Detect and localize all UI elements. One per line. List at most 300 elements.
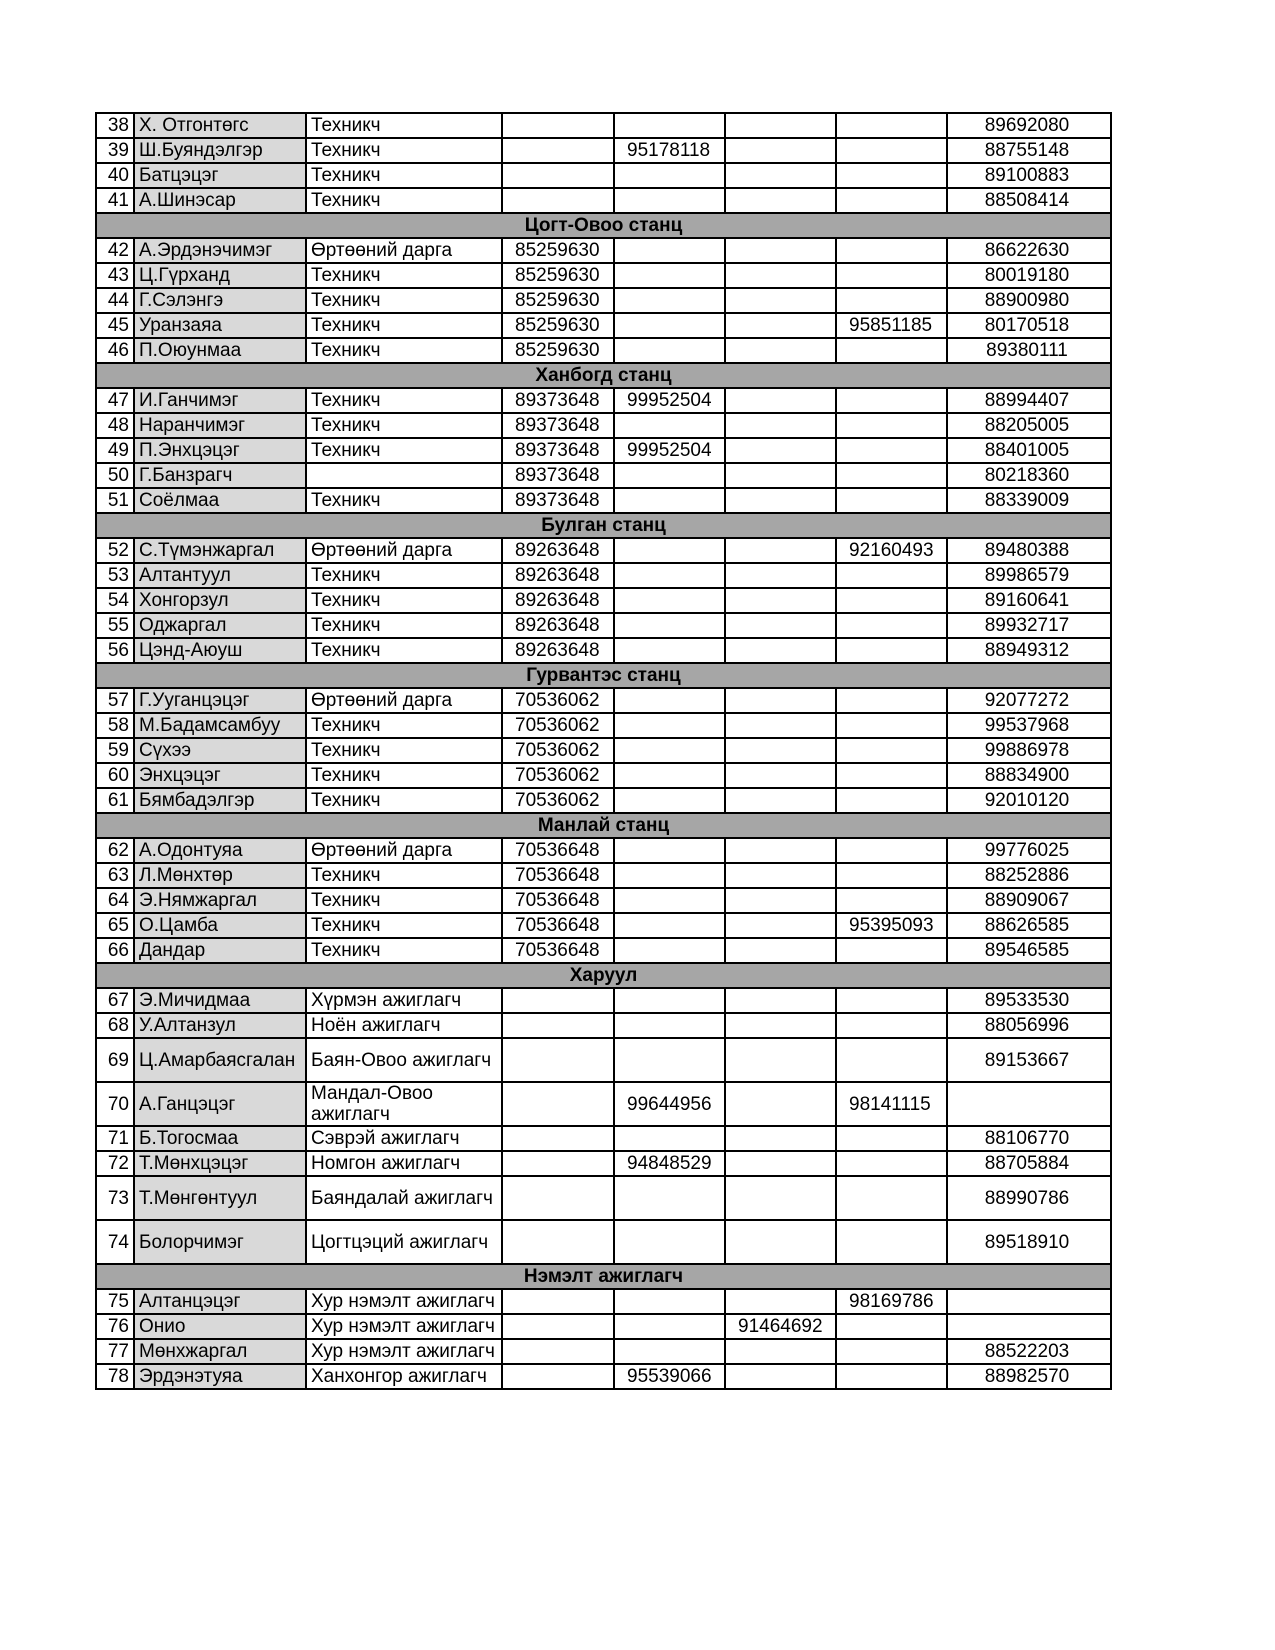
position-cell: Техникч — [306, 338, 502, 363]
position-cell: Өртөөний дарга — [306, 538, 502, 563]
position-cell: Техникч — [306, 388, 502, 413]
phone-mobile-1-cell — [614, 888, 725, 913]
phone-mobile-2-cell — [725, 613, 836, 638]
person-name-cell: Х. Отгонтөгс — [134, 113, 306, 138]
phone-mobile-1-cell — [614, 1126, 725, 1151]
phone-mobile-3-cell — [836, 338, 947, 363]
position-cell: Ханхонгор ажиглагч — [306, 1364, 502, 1389]
row-number-cell: 67 — [96, 988, 134, 1013]
person-name-cell: Хонгорзул — [134, 588, 306, 613]
phone-mobile-1-cell — [614, 613, 725, 638]
phone-mobile-main-cell: 88106770 — [947, 1126, 1111, 1151]
phone-mobile-main-cell: 92077272 — [947, 688, 1111, 713]
phone-mobile-1-cell — [614, 1339, 725, 1364]
person-name-cell: Т.Мөнхцэцэг — [134, 1151, 306, 1176]
position-cell: Хур нэмэлт ажиглагч — [306, 1289, 502, 1314]
phone-mobile-1-cell — [614, 188, 725, 213]
row-number-cell: 42 — [96, 238, 134, 263]
phone-mobile-3-cell — [836, 713, 947, 738]
phone-mobile-1-cell: 95178118 — [614, 138, 725, 163]
phone-office-cell: 70536062 — [502, 688, 614, 713]
row-number-cell: 58 — [96, 713, 134, 738]
table-row — [96, 713, 1111, 738]
phone-mobile-1-cell — [614, 263, 725, 288]
table-row — [96, 1013, 1111, 1038]
phone-office-cell — [502, 1339, 614, 1364]
phone-mobile-main-cell: 88401005 — [947, 438, 1111, 463]
table-row — [96, 863, 1111, 888]
phone-mobile-2-cell — [725, 188, 836, 213]
phone-office-cell: 89373648 — [502, 463, 614, 488]
person-name-cell: Мөнхжаргал — [134, 1339, 306, 1364]
row-number-cell: 44 — [96, 288, 134, 313]
position-cell: Техникч — [306, 288, 502, 313]
phone-mobile-1-cell — [614, 763, 725, 788]
phone-mobile-main-cell: 89533530 — [947, 988, 1111, 1013]
phone-office-cell: 70536062 — [502, 788, 614, 813]
position-cell: Техникч — [306, 588, 502, 613]
phone-mobile-main-cell: 88994407 — [947, 388, 1111, 413]
table-row — [96, 1082, 1111, 1126]
phone-mobile-main-cell: 89692080 — [947, 113, 1111, 138]
phone-mobile-1-cell — [614, 563, 725, 588]
table-row — [96, 938, 1111, 963]
phone-mobile-2-cell — [725, 888, 836, 913]
phone-office-cell: 70536648 — [502, 913, 614, 938]
table-row — [96, 138, 1111, 163]
position-cell: Техникч — [306, 438, 502, 463]
person-name-cell: О.Цамба — [134, 913, 306, 938]
phone-office-cell — [502, 1013, 614, 1038]
phone-mobile-1-cell — [614, 163, 725, 188]
phone-office-cell: 89263648 — [502, 588, 614, 613]
table-row — [96, 388, 1111, 413]
person-name-cell: Энхцэцэг — [134, 763, 306, 788]
phone-mobile-2-cell — [725, 738, 836, 763]
position-cell: Мандал-Овоо ажиглагч — [306, 1082, 502, 1126]
table-row — [96, 613, 1111, 638]
phone-mobile-2-cell — [725, 1176, 836, 1220]
phone-mobile-3-cell — [836, 1339, 947, 1364]
phone-mobile-2-cell — [725, 263, 836, 288]
person-name-cell: Бямбадэлгэр — [134, 788, 306, 813]
phone-office-cell: 85259630 — [502, 263, 614, 288]
phone-mobile-1-cell — [614, 463, 725, 488]
table-row — [96, 838, 1111, 863]
table-row — [96, 488, 1111, 513]
position-cell: Цогтцэций ажиглагч — [306, 1220, 502, 1264]
phone-mobile-3-cell — [836, 188, 947, 213]
phone-mobile-main-cell: 86622630 — [947, 238, 1111, 263]
table-row — [96, 1364, 1111, 1389]
phone-mobile-2-cell — [725, 563, 836, 588]
row-number-cell: 69 — [96, 1038, 134, 1082]
phone-office-cell: 89263648 — [502, 613, 614, 638]
phone-mobile-main-cell: 89380111 — [947, 338, 1111, 363]
phone-mobile-2-cell — [725, 988, 836, 1013]
row-number-cell: 74 — [96, 1220, 134, 1264]
phone-mobile-main-cell: 80218360 — [947, 463, 1111, 488]
phone-office-cell: 89373648 — [502, 488, 614, 513]
row-number-cell: 45 — [96, 313, 134, 338]
person-name-cell: Т.Мөнгөнтуул — [134, 1176, 306, 1220]
phone-mobile-3-cell — [836, 488, 947, 513]
position-cell: Техникч — [306, 413, 502, 438]
phone-mobile-2-cell — [725, 413, 836, 438]
phone-mobile-1-cell: 99952504 — [614, 388, 725, 413]
person-name-cell: Б.Тогосмаа — [134, 1126, 306, 1151]
phone-office-cell — [502, 1289, 614, 1314]
person-name-cell: У.Алтанзул — [134, 1013, 306, 1038]
phone-mobile-main-cell: 88834900 — [947, 763, 1111, 788]
phone-office-cell — [502, 988, 614, 1013]
row-number-cell: 49 — [96, 438, 134, 463]
phone-mobile-main-cell: 88522203 — [947, 1339, 1111, 1364]
phone-mobile-3-cell — [836, 288, 947, 313]
phone-mobile-2-cell — [725, 163, 836, 188]
table-row — [96, 263, 1111, 288]
person-name-cell: М.Бадамсамбуу — [134, 713, 306, 738]
phone-office-cell: 70536062 — [502, 738, 614, 763]
phone-mobile-3-cell — [836, 1126, 947, 1151]
phone-mobile-3-cell — [836, 163, 947, 188]
phone-office-cell: 70536648 — [502, 938, 614, 963]
phone-mobile-main-cell: 88900980 — [947, 288, 1111, 313]
table-row — [96, 113, 1111, 138]
row-number-cell: 47 — [96, 388, 134, 413]
phone-mobile-2-cell — [725, 863, 836, 888]
phone-mobile-2-cell — [725, 388, 836, 413]
table-row — [96, 888, 1111, 913]
row-number-cell: 48 — [96, 413, 134, 438]
phone-mobile-1-cell — [614, 913, 725, 938]
section-header-row — [96, 663, 1111, 688]
section-header-row — [96, 513, 1111, 538]
row-number-cell: 66 — [96, 938, 134, 963]
phone-mobile-3-cell: 98169786 — [836, 1289, 947, 1314]
section-header-row — [96, 363, 1111, 388]
person-name-cell: Онио — [134, 1314, 306, 1339]
row-number-cell: 39 — [96, 138, 134, 163]
row-number-cell: 52 — [96, 538, 134, 563]
section-title: Цогт-Овоо станц — [96, 213, 1111, 238]
position-cell: Техникч — [306, 738, 502, 763]
phone-office-cell: 89373648 — [502, 438, 614, 463]
row-number-cell: 73 — [96, 1176, 134, 1220]
phone-mobile-3-cell — [836, 638, 947, 663]
phone-mobile-main-cell: 88909067 — [947, 888, 1111, 913]
table-row — [96, 288, 1111, 313]
row-number-cell: 55 — [96, 613, 134, 638]
phone-office-cell — [502, 1038, 614, 1082]
position-cell: Сэврэй ажиглагч — [306, 1126, 502, 1151]
person-name-cell: А.Ганцэцэг — [134, 1082, 306, 1126]
position-cell: Техникч — [306, 863, 502, 888]
phone-mobile-2-cell — [725, 138, 836, 163]
section-title: Булган станц — [96, 513, 1111, 538]
phone-mobile-1-cell: 94848529 — [614, 1151, 725, 1176]
phone-mobile-main-cell: 89932717 — [947, 613, 1111, 638]
phone-mobile-1-cell — [614, 238, 725, 263]
phone-mobile-3-cell — [836, 888, 947, 913]
phone-mobile-2-cell — [725, 688, 836, 713]
person-name-cell: П.Энхцэцэг — [134, 438, 306, 463]
row-number-cell: 77 — [96, 1339, 134, 1364]
table-row — [96, 763, 1111, 788]
section-title: Манлай станц — [96, 813, 1111, 838]
table-row — [96, 538, 1111, 563]
phone-mobile-2-cell — [725, 438, 836, 463]
phone-mobile-main-cell: 88755148 — [947, 138, 1111, 163]
phone-mobile-3-cell — [836, 463, 947, 488]
phone-mobile-3-cell — [836, 1176, 947, 1220]
person-name-cell: Ц.Амарбаясгалан — [134, 1038, 306, 1082]
phone-mobile-3-cell — [836, 413, 947, 438]
phone-mobile-3-cell — [836, 863, 947, 888]
phone-mobile-2-cell — [725, 1151, 836, 1176]
phone-office-cell: 89373648 — [502, 413, 614, 438]
phone-mobile-1-cell — [614, 1176, 725, 1220]
person-name-cell: Алтантуул — [134, 563, 306, 588]
phone-mobile-main-cell — [947, 1082, 1111, 1126]
section-header-row — [96, 213, 1111, 238]
person-name-cell: Г.Банзрагч — [134, 463, 306, 488]
phone-mobile-main-cell: 88339009 — [947, 488, 1111, 513]
table-row — [96, 313, 1111, 338]
position-cell: Техникч — [306, 263, 502, 288]
person-name-cell: Г.Сэлэнгэ — [134, 288, 306, 313]
table-row — [96, 1220, 1111, 1264]
phone-mobile-1-cell — [614, 688, 725, 713]
phone-mobile-1-cell — [614, 988, 725, 1013]
position-cell: Өртөөний дарга — [306, 688, 502, 713]
row-number-cell: 38 — [96, 113, 134, 138]
phone-office-cell: 70536062 — [502, 713, 614, 738]
phone-mobile-2-cell — [725, 713, 836, 738]
phone-mobile-main-cell: 89986579 — [947, 563, 1111, 588]
phone-mobile-3-cell — [836, 238, 947, 263]
person-name-cell: А.Эрдэнэчимэг — [134, 238, 306, 263]
position-cell: Техникч — [306, 938, 502, 963]
row-number-cell: 46 — [96, 338, 134, 363]
position-cell: Техникч — [306, 113, 502, 138]
phone-mobile-3-cell — [836, 1013, 947, 1038]
phone-mobile-2-cell — [725, 1220, 836, 1264]
phone-mobile-2-cell — [725, 538, 836, 563]
phone-mobile-3-cell — [836, 113, 947, 138]
row-number-cell: 53 — [96, 563, 134, 588]
section-title: Нэмэлт ажиглагч — [96, 1264, 1111, 1289]
table-row — [96, 563, 1111, 588]
position-cell: Баяндалай ажиглагч — [306, 1176, 502, 1220]
row-number-cell: 60 — [96, 763, 134, 788]
table-row — [96, 163, 1111, 188]
phone-mobile-2-cell — [725, 588, 836, 613]
phone-mobile-1-cell — [614, 288, 725, 313]
phone-mobile-main-cell — [947, 1289, 1111, 1314]
row-number-cell: 61 — [96, 788, 134, 813]
phone-mobile-main-cell: 89100883 — [947, 163, 1111, 188]
phone-mobile-2-cell — [725, 338, 836, 363]
person-name-cell: Э.Нямжаргал — [134, 888, 306, 913]
phone-office-cell: 85259630 — [502, 338, 614, 363]
phone-mobile-2-cell — [725, 463, 836, 488]
phone-office-cell: 70536648 — [502, 863, 614, 888]
phone-mobile-1-cell — [614, 1314, 725, 1339]
phone-mobile-main-cell: 89546585 — [947, 938, 1111, 963]
table-row — [96, 738, 1111, 763]
position-cell: Баян-Овоо ажиглагч — [306, 1038, 502, 1082]
phone-office-cell — [502, 1314, 614, 1339]
phone-mobile-1-cell — [614, 338, 725, 363]
phone-mobile-main-cell: 88056996 — [947, 1013, 1111, 1038]
phone-mobile-2-cell — [725, 288, 836, 313]
phone-mobile-main-cell: 88508414 — [947, 188, 1111, 213]
phone-mobile-main-cell: 88949312 — [947, 638, 1111, 663]
phone-mobile-main-cell — [947, 1314, 1111, 1339]
phone-office-cell: 70536648 — [502, 838, 614, 863]
row-number-cell: 71 — [96, 1126, 134, 1151]
phone-office-cell: 89263648 — [502, 563, 614, 588]
phone-mobile-main-cell: 99886978 — [947, 738, 1111, 763]
person-name-cell: Наранчимэг — [134, 413, 306, 438]
phone-mobile-main-cell: 89518910 — [947, 1220, 1111, 1264]
table-row — [96, 338, 1111, 363]
position-cell: Техникч — [306, 713, 502, 738]
phone-mobile-1-cell — [614, 638, 725, 663]
phone-mobile-1-cell — [614, 788, 725, 813]
position-cell — [306, 463, 502, 488]
person-name-cell: Уранзаяа — [134, 313, 306, 338]
phone-mobile-3-cell — [836, 1364, 947, 1389]
phone-office-cell — [502, 1082, 614, 1126]
person-name-cell: И.Ганчимэг — [134, 388, 306, 413]
phone-mobile-1-cell — [614, 488, 725, 513]
phone-mobile-2-cell — [725, 1082, 836, 1126]
row-number-cell: 43 — [96, 263, 134, 288]
phone-mobile-3-cell: 95851185 — [836, 313, 947, 338]
row-number-cell: 54 — [96, 588, 134, 613]
row-number-cell: 51 — [96, 488, 134, 513]
contact-table-page — [95, 112, 1110, 1390]
row-number-cell: 64 — [96, 888, 134, 913]
person-name-cell: Ш.Буяндэлгэр — [134, 138, 306, 163]
person-name-cell: П.Оюунмаа — [134, 338, 306, 363]
phone-office-cell: 85259630 — [502, 238, 614, 263]
table-row — [96, 913, 1111, 938]
section-title: Харуул — [96, 963, 1111, 988]
position-cell: Өртөөний дарга — [306, 838, 502, 863]
person-name-cell: Л.Мөнхтөр — [134, 863, 306, 888]
section-title: Гурвантэс станц — [96, 663, 1111, 688]
person-name-cell: Цэнд-Аюуш — [134, 638, 306, 663]
table-body — [96, 113, 1111, 1389]
phone-mobile-3-cell — [836, 263, 947, 288]
phone-mobile-main-cell: 80019180 — [947, 263, 1111, 288]
position-cell: Хур нэмэлт ажиглагч — [306, 1314, 502, 1339]
phone-mobile-3-cell — [836, 738, 947, 763]
table-row — [96, 413, 1111, 438]
row-number-cell: 65 — [96, 913, 134, 938]
phone-mobile-3-cell — [836, 588, 947, 613]
person-name-cell: А.Одонтуяа — [134, 838, 306, 863]
table-row — [96, 1176, 1111, 1220]
phone-mobile-2-cell — [725, 313, 836, 338]
phone-mobile-3-cell — [836, 1220, 947, 1264]
row-number-cell: 41 — [96, 188, 134, 213]
phone-office-cell — [502, 188, 614, 213]
phone-mobile-1-cell — [614, 1220, 725, 1264]
person-name-cell: Дандар — [134, 938, 306, 963]
table-row — [96, 1314, 1111, 1339]
phone-mobile-2-cell — [725, 238, 836, 263]
table-row — [96, 188, 1111, 213]
phone-mobile-3-cell — [836, 688, 947, 713]
position-cell: Техникч — [306, 563, 502, 588]
person-name-cell: Ц.Гүрханд — [134, 263, 306, 288]
row-number-cell: 72 — [96, 1151, 134, 1176]
table-row — [96, 438, 1111, 463]
phone-mobile-3-cell — [836, 838, 947, 863]
row-number-cell: 59 — [96, 738, 134, 763]
phone-mobile-1-cell — [614, 313, 725, 338]
position-cell: Хур нэмэлт ажиглагч — [306, 1339, 502, 1364]
position-cell: Техникч — [306, 788, 502, 813]
phone-mobile-2-cell — [725, 1339, 836, 1364]
phone-mobile-main-cell: 88705884 — [947, 1151, 1111, 1176]
table-row — [96, 1038, 1111, 1082]
table-row — [96, 238, 1111, 263]
phone-mobile-3-cell: 98141115 — [836, 1082, 947, 1126]
phone-mobile-1-cell: 99644956 — [614, 1082, 725, 1126]
position-cell: Техникч — [306, 888, 502, 913]
position-cell: Техникч — [306, 913, 502, 938]
table-row — [96, 788, 1111, 813]
row-number-cell: 78 — [96, 1364, 134, 1389]
phone-office-cell: 89373648 — [502, 388, 614, 413]
phone-mobile-2-cell — [725, 838, 836, 863]
row-number-cell: 62 — [96, 838, 134, 863]
position-cell: Техникч — [306, 613, 502, 638]
section-header-row — [96, 963, 1111, 988]
phone-mobile-2-cell — [725, 1289, 836, 1314]
phone-office-cell — [502, 138, 614, 163]
phone-mobile-2-cell — [725, 913, 836, 938]
phone-mobile-1-cell — [614, 538, 725, 563]
position-cell: Техникч — [306, 138, 502, 163]
phone-mobile-2-cell — [725, 638, 836, 663]
phone-mobile-1-cell — [614, 738, 725, 763]
phone-mobile-2-cell — [725, 1038, 836, 1082]
phone-mobile-1-cell: 95539066 — [614, 1364, 725, 1389]
position-cell: Техникч — [306, 188, 502, 213]
person-name-cell: Оджаргал — [134, 613, 306, 638]
row-number-cell: 63 — [96, 863, 134, 888]
person-name-cell: Алтанцэцэг — [134, 1289, 306, 1314]
contact-table — [95, 112, 1112, 1390]
phone-office-cell: 70536648 — [502, 888, 614, 913]
phone-mobile-main-cell: 88252886 — [947, 863, 1111, 888]
table-row — [96, 688, 1111, 713]
person-name-cell: Сүхээ — [134, 738, 306, 763]
phone-office-cell — [502, 1220, 614, 1264]
phone-mobile-3-cell: 95395093 — [836, 913, 947, 938]
phone-mobile-3-cell — [836, 563, 947, 588]
phone-mobile-main-cell: 89160641 — [947, 588, 1111, 613]
phone-mobile-3-cell — [836, 938, 947, 963]
phone-office-cell — [502, 1151, 614, 1176]
section-header-row — [96, 1264, 1111, 1289]
